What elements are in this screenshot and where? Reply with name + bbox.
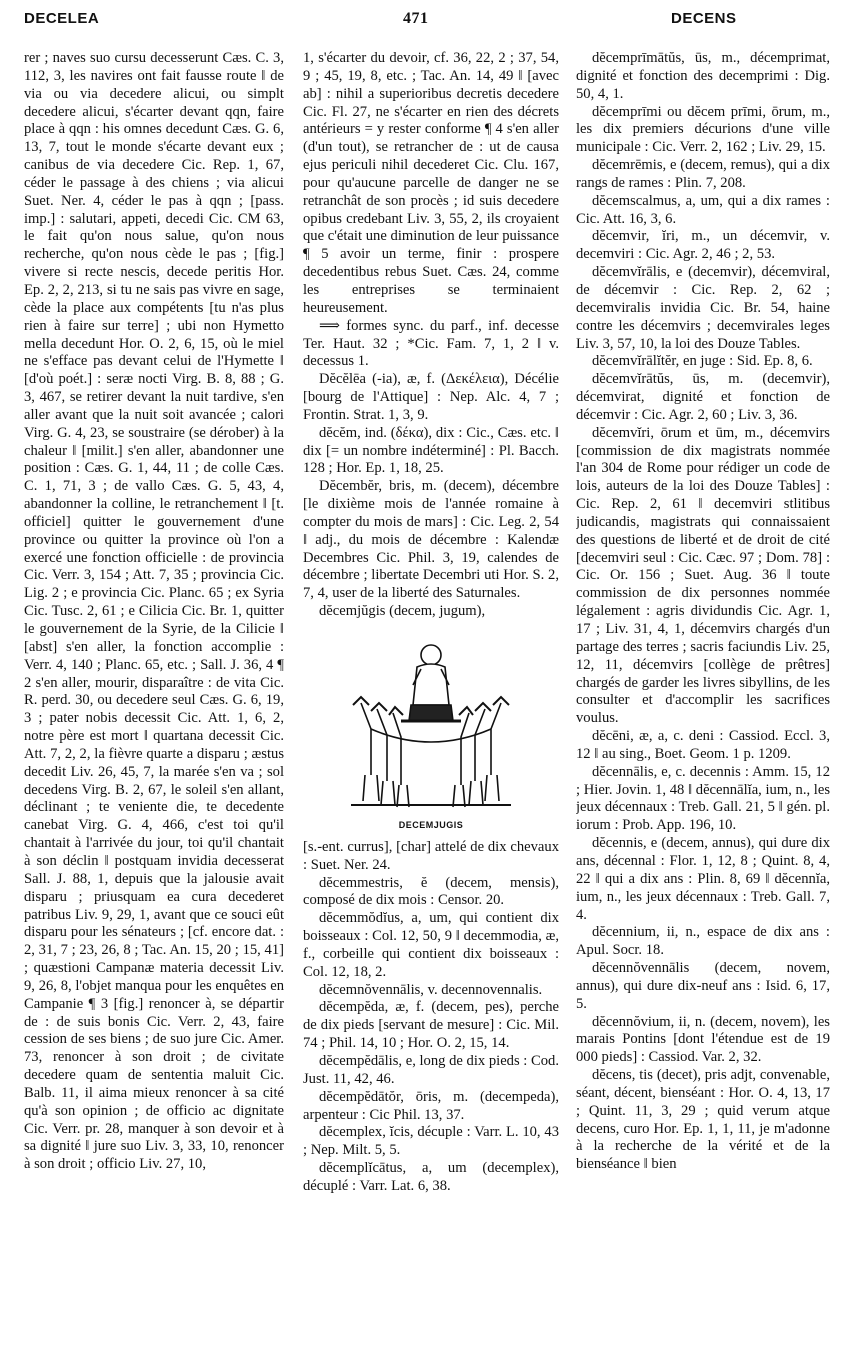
dictionary-entry: dĕcemnŏvennālis, v. decennovennalis. xyxy=(319,981,543,998)
column-middle xyxy=(303,50,559,1350)
column-right xyxy=(576,50,830,1350)
continued-entry-text: rer ; naves suo cursu decesserunt Cæs. C. 3, 112, 3, les navires ont fait fausse route ‖ de via ou via decedere alicui, ou simplt decedere alicui, s'écarter devant qqn, faire place à qqn : his omnes decedunt Cæs. G. 6, 13, 7, tout le monde s'écarte devant eux ; canibus de via decedere Cic. Rep. 1, 67, céder le passage à des chiens ; via alicui Suet. Ner. 4, céder le pas à qqn ; [pass. imp.] : salutari, appeti, decedi Cic. CM 63, le fait qu'on nous salue, qu'on nous recherche, qu'on nous cède le pas ; [fig.] vivere si recte nescis, decede peritis Hor. Ep. 2, 2, 213, si tu ne sais pas vivre en sage, cède la place aux compétents [tu n'as plus rien à faire sur terre] ; ubi non Hymetto mella decedunt Hor. O. 2, 6, 15, où le miel ne s'efface pas devant celui de l'Hymette ‖ [d'où poét.] : seræ nocti Virg. B. 8, 88 ; G. 3, 467, se retirer devant la nuit tardive, s'en aller avant que la nuit soit avancée ; calori Virg. G. 4, 23, se soustraire (se dérober) à la chaleur ‖ [milit.] s'en aller, abandonner une position : Cæs. G. 1, 44, 11 ; de colle Cæs. C. 1, 71, 3 ; de vallo Cæs. G. 5, 43, 4, abandonner la colline, le retranchement ‖ [t. officiel] quitter le gouvernement d'une province ou quitter la province où l'on a exercé une fonction officielle : de provincia Cic. Verr. 3, 154 ; Att. 7, 35 ; provincia Cic. Lig. 2 ; e provincia Cic. Planc. 65 ; ex Syria Cic. Tusc. 2, 61 ; e Cilicia Cic. Br. 1, quitter le gouvernement de la Syrie, de la Cilicie ‖ [abst] s'en aller, la fonction accomplie : Verr. 4, 140 ; Planc. 65, etc. ; Sall. J. 36, 4 ¶ 2 s'en aller, mourir, disparaître : de vita Cic. R. perd. 30, ou decedere seul Cæs. G. 6, 19, 3 ; pater nobis decessit Cic. Att. 1, 6, 2, notre père est mort ‖ quartana decessit Cic. Att. 7, 2, 2, la fièvre quarte a disparu ; æstus decedit Liv. 26, 45, 7, la marée s'en va ; sol decedens Virg. B. 2, 67, le soleil s'en allant, déclinant ; te veniente die, te decedente canebat Virg. G. 4, 466, c'est toi qu'il chantait à l'arrivée du jour, toi qu'il chantait à son déclin ‖ postquam invidia decesserat Sall. J. 88, 1, depuis que la jalousie avait disparu ; priusquam ea cura decederet patribus Liv. 9, 29, 1, avant que ce souci eût disparu pour les sénateurs ; [cf. encore dat. : 2, 31, 7 ; 23, 26, 8 ; Tac. An. 15, 20 ; 15, 41] ; quæstioni Campanæ materia decessit Liv. 9, 26, 8, l'objet manqua pour les enquêtes en Campanie ¶ 3 [fig.] renoncer à, se départir de : de suis bonis Cic. Verr. 2, 43, faire cession de ses biens ; de suo jure Cic. Amer. 73, renoncer à son droit ; de civitate decedere quam de sententia maluit Cic. Balb. 11, il aima mieux renoncer à sa cité qu'à son opinion ; de officio ac dignitate Cic. Verr. pr. 28, manquer à son devoir et à sa dignité ‖ jure suo Liv. 3, 33, 10, renoncer à son droit ; officio Liv. 27, 10, xyxy=(24,50,284,1173)
dictionary-entry: dĕcennŏvium, ii, n. (decem, novem), les marais Pontins [dont l'étendue est de 19 000 pieds] : Cassiod. Var. 2, 32. xyxy=(576,1013,830,1066)
dictionary-entry: dĕcemscalmus, a, um, qui a dix rames : Cic. Att. 16, 3, 6. xyxy=(576,192,830,227)
dictionary-entry: dĕcemvĭrālis, e (decemvir), décemviral, de décemvir : Cic. Rep. 2, 62 ; decemviralis invidia Cic. Br. 54, haine contre les décemvirs ; decemvirales leges Liv. 3, 57, 10, la loi des Douze Tables. xyxy=(576,264,830,352)
continued-entry-text: 1, s'écarter du devoir, cf. 36, 22, 2 ; 37, 54, 9 ; 45, 19, 8, etc. ; Tac. An. 14, 49 ‖ [avec ab] : nihil a superioribus decretis decedere Cic. Fl. 27, ne s'écarter en rien des décrets antérieurs = y rester conforme ¶ 4 s'en aller (d'un tout), se retrancher de : ut de causa ejus periculi nihil decederet Cic. Clu. 167, pour qu'aucune parcelle de danger ne se retranchât de son procès ; id suis decedere opibus credebant Liv. 3, 55, 2, ils croyaient que c'était une diminution de leur puissance ¶ 5 avoir un terme, finir : prospere decedentibus rebus Suet. Cæs. 24, comme les entreprises se terminaient heureusement. xyxy=(303,50,559,316)
header-right-guide-word: DECENS xyxy=(671,10,737,27)
dictionary-entry: dĕcennŏvennālis (decem, novem, annus), qui dure dix-neuf ans : Isid. 6, 17, 5. xyxy=(576,960,830,1012)
dictionary-entry: dĕcemplĭcātus, a, um (decemplex), décuplé : Varr. Lat. 6, 38. xyxy=(303,1160,559,1194)
dictionary-entry: dĕcempĕda, æ, f. (decem, pes), perche de dix pieds [servant de mesure] : Cic. Mil. 74 ; Phil. 14, 10 ; Hor. O. 2, 15, 14. xyxy=(303,999,559,1052)
header-left-guide-word: DECELEA xyxy=(24,10,100,27)
dictionary-entry: dĕcempĕdātŏr, ōris, m. (decempeda), arpenteur : Cic Phil. 13, 37. xyxy=(303,1088,559,1123)
dictionary-entry: dĕcemmestris, ĕ (decem, mensis), composé de dix mois : Censor. 20. xyxy=(303,874,559,909)
dictionary-entry: dĕcennālis, e, c. decennis : Amm. 15, 12 ; Hier. Jovin. 1, 48 ‖ dĕcennālĭa, ium, n., les jeux décennaux : Treb. Gall. 21, 5 ‖ gén. pl. iorum : Prob. App. 196, 10. xyxy=(576,763,830,834)
dictionary-entry: dĕcemrēmis, e (decem, remus), qui a dix rangs de rames : Plin. 7, 208. xyxy=(576,157,830,191)
dictionary-entry: dĕcemvĭrālĭtĕr, en juge : Sid. Ep. 8, 6. xyxy=(592,353,813,370)
dictionary-entry: dĕcempĕdālis, e, long de dix pieds : Cod. Just. 11, 42, 46. xyxy=(303,1052,559,1087)
column-left xyxy=(24,50,284,1350)
dictionary-entry: dĕcemplex, ĭcis, décuple : Varr. L. 10, 43 ; Nep. Milt. 5, 5. xyxy=(303,1124,559,1159)
dictionary-entry: Dĕcembĕr, bris, m. (decem), décembre [le dixième mois de l'année romaine à compter du mois de mars] : Cic. Leg. 2, 54 ‖ adj., du mois de décembre : Kalendæ Decembres Cic. Phil. 3, 19, calendes de décembre ; libertate Decembri uti Hor. S. 2, 7, 4, user de la liberté des Saturnales. xyxy=(303,478,559,602)
dictionary-entry: ⟹ formes sync. du parf., inf. decesse Ter. Haut. 32 ; *Cic. Fam. 7, 1, 2 ‖ v. decessus 1. xyxy=(303,317,559,370)
dictionary-entry: dĕcemvir, ĭri, m., un décemvir, v. decemviri : Cic. Agr. 2, 46 ; 2, 53. xyxy=(576,228,830,263)
dictionary-entry: dĕcemprīmātŭs, ūs, m., décemprimat, dignité et fonction des decemprimi : Dig. 50, 4, 1. xyxy=(576,50,830,102)
dictionary-entry: dĕcemvĭri, ōrum et ūm, m., décemvirs [commission de dix magistrats nommée l'an 304 de Rome pour rédiger un code de lois, auteurs de la loi des Douze Tables] : Cic. Rep. 2, 61 ‖ decemviri stlitibus judicandis, magistrats qui connaissaient des questions de liberté et de droit de cité [decemviri seul : Cic. Cæc. 97 ; Dom. 78] : Cic. Or. 156 ; Suet. Aug. 36 ‖ toute commission de dix personnes nommée légalement : agris dividundis Cic. Agr. 1, 17 ; Liv. 31, 4, 1, décemvirs chargés d'un partage des terres ; sacris faciundis Liv. 25, 12, 11, décemvirs [collège de prêtres] chargés de garder les livres sibyllins, de les consulter et d'accomplir les sacrifices voulus. xyxy=(576,424,830,727)
illustration-caption: DECEMJUGIS xyxy=(398,820,464,830)
dictionary-entry: dĕcemjŭgis (decem, jugum), xyxy=(319,603,486,620)
dictionary-entry: [s.-ent. currus], [char] attelé de dix chevaux : Suet. Ner. 24. xyxy=(303,838,559,873)
dictionary-entry: dĕcens, tis (decet), pris adjt, convenable, séant, décent, bienséant : Hor. O. 4, 13, 17 ; Quint. 11, 3, 29 ; quid verum atque decens, curo Hor. Ep. 1, 1, 11, je m'adonne à la recherche de la vérité et de la bienséance ‖ bien xyxy=(576,1067,830,1173)
chariot-illustration-image xyxy=(331,625,531,815)
decemjugis-illustration xyxy=(303,625,559,835)
dictionary-entry: dĕcemprīmi ou dĕcem prīmi, ōrum, m., les dix premiers décurions d'une ville municipale : Cic. Verr. 2, 162 ; Liv. 29, 15. xyxy=(576,103,830,156)
running-header xyxy=(0,10,850,38)
dictionary-entry: dĕcemvĭrātŭs, ūs, m. (decemvir), décemvirat, dignité et fonction de décemvir : Cic. Agr. 2, 60 ; Liv. 3, 36. xyxy=(576,371,830,423)
dictionary-entry: dĕcemmŏdĭus, a, um, qui contient dix boisseaux : Col. 12, 50, 9 ‖ decemmodia, æ, f., corbeille qui contient dix boisseaux : Col. 12, 18, 2. xyxy=(303,910,559,980)
dictionary-entry: dĕcennis, e (decem, annus), qui dure dix ans, décennal : Flor. 1, 12, 8 ; Quint. 8, 4, 22 ‖ qui a dix ans : Plin. 8, 69 ‖ dĕcennĭa, ium, n., les jeux décennaux : Treb. Gall. 7, 4. xyxy=(576,835,830,923)
dictionary-entry: dĕcennium, ii, n., espace de dix ans : Apul. Socr. 18. xyxy=(576,924,830,959)
page-number: 471 xyxy=(403,10,429,27)
dictionary-entry: Dĕcĕlēa (-ia), æ, f. (Δεκέλεια), Décélie [bourg de l'Attique] : Nep. Alc. 4, 7 ; Frontin. Strat. 1, 3, 9. xyxy=(303,371,559,423)
dictionary-entry: dĕcēni, æ, a, c. deni : Cassiod. Eccl. 3, 12 ‖ au sing., Boet. Geom. 1 p. 1209. xyxy=(576,728,830,762)
dictionary-entry: dĕcĕm, ind. (δέκα), dix : Cic., Cæs. etc. ‖ dix [= un nombre indéterminé] : Pl. Bacch. 128 ; Hor. Ep. 1, 18, 25. xyxy=(303,424,559,477)
